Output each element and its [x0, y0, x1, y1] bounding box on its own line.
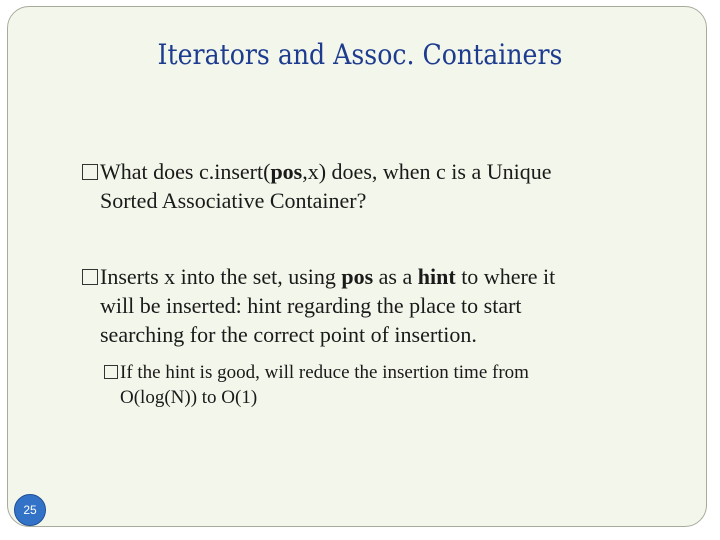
slide-title: Iterators and Assoc. Containers — [157, 38, 563, 71]
bullet-text: to where it — [455, 264, 556, 289]
bullet-box-icon — [104, 365, 118, 379]
bullet-text: What does c.insert( — [100, 159, 271, 184]
bullet-answer — [82, 262, 672, 349]
keyword-hint: hint — [417, 264, 456, 289]
sub-bullet — [104, 360, 674, 410]
bullet-text-continuation: will be inserted: hint regarding the place to start — [100, 293, 522, 318]
keyword-pos: pos — [341, 264, 374, 289]
bullet-text: as a — [373, 264, 418, 289]
keyword-pos: pos — [270, 159, 303, 184]
bullet-box-icon — [82, 164, 98, 180]
bullet-box-icon — [82, 269, 98, 285]
bullet-text: ,x) does, when c is a Unique — [302, 159, 552, 184]
bullet-text: Inserts x into the set, using — [100, 264, 342, 289]
bullet-text-continuation: searching for the correct point of insertion. — [100, 322, 477, 347]
sub-bullet-text: If the hint is good, will reduce the insertion time from — [120, 362, 529, 383]
sub-bullet-text-continuation: O(log(N)) to O(1) — [120, 387, 258, 408]
bullet-question — [82, 157, 672, 215]
page-number-badge: 25 — [14, 494, 46, 526]
bullet-text-continuation: Sorted Associative Container? — [100, 188, 367, 213]
